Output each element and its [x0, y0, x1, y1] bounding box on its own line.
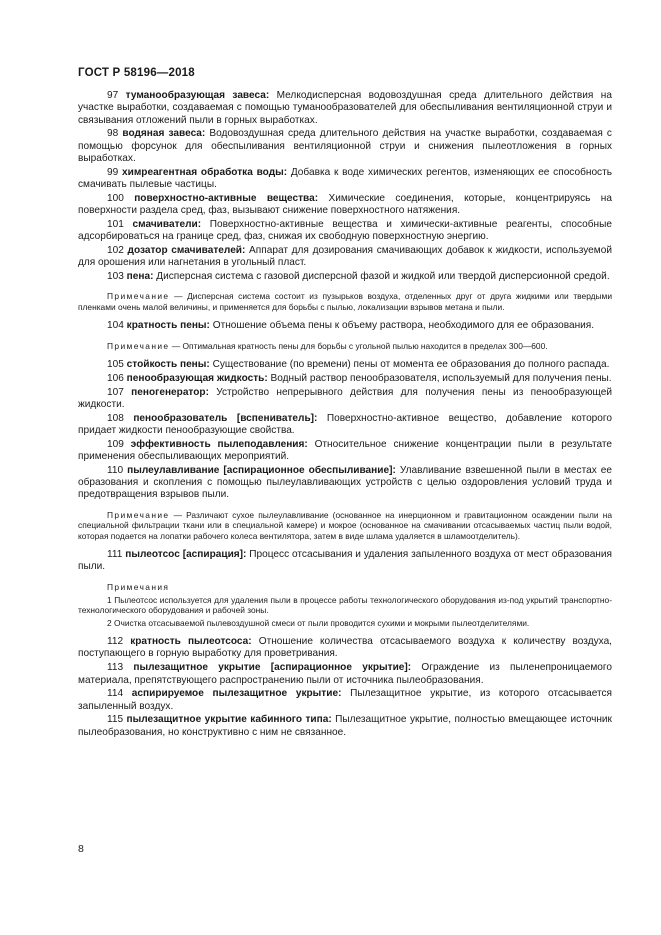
term-name: эффективность пылеподавления:	[130, 438, 308, 450]
term-number: 99	[107, 166, 119, 178]
term-name: пенообразователь [вспениватель]:	[133, 412, 318, 424]
term-name: пылеулавливание [аспирационное обеспыливание]:	[127, 464, 396, 476]
term-definition: Поверхностно-активные вещества и химически-активные реагенты, способные адсорбироваться на границе сред, фаз, снижая их свободную поверхностную энергию.	[78, 218, 612, 243]
term-name: пеногенератор:	[131, 386, 209, 398]
term-definition: Существование (по времени) пены от момента ее образования до полного распада.	[209, 358, 610, 370]
note-label: Примечание	[107, 509, 170, 520]
note-term-104	[78, 341, 612, 351]
term-number: 104	[107, 320, 124, 332]
term-entry-115	[78, 714, 612, 739]
term-entry-104	[78, 320, 612, 332]
term-entry-107	[78, 387, 612, 412]
term-definition: Водовоздушная среда длительного действия на участке выработки, создаваемая с помощью форсунок для обеспыливания вентиляционной струи и снижения пылеотложения в горных выработках.	[78, 128, 612, 164]
term-definition: Ограждение из пыленепроницаемого материала, препятствующего распространению пыли от источника пылеобразования.	[78, 662, 612, 686]
term-definition: Устройство непрерывного действия для получения пены из пенообразующей жидкости.	[78, 386, 612, 410]
term-definition: Мелкодисперсная водовоздушная среда длительного действия на участке выработки, создаваемая с помощью туманообразователей для обеспыливания вентиляционной струи и связывания отложений пыли в горных выработках.	[78, 90, 612, 126]
term-entry-98	[78, 128, 612, 165]
term-definition: Отношение объема пены к объему раствора, необходимого для ее образования.	[209, 320, 595, 332]
term-number: 100	[107, 192, 124, 204]
term-entry-105	[78, 359, 612, 371]
term-entry-114	[78, 688, 612, 713]
term-name: смачиватели:	[132, 218, 202, 230]
term-number: 110	[107, 464, 124, 476]
term-entry-111	[78, 549, 612, 574]
notes-heading-term-111: Примечания	[107, 581, 170, 592]
term-number: 115	[107, 714, 124, 726]
term-definition: Химические соединения, которые, концентрируясь на поверхности раздела сред, фаз, вызывают снижение поверхностного натяжения.	[78, 192, 612, 217]
term-entry-103	[78, 271, 612, 283]
term-definition: Водный раствор пенообразователя, используемый для получения пены.	[267, 372, 612, 384]
term-entry-110	[78, 465, 612, 502]
term-definition: Относительное снижение концентрации пыли в результате применения обеспыливающих мероприятий.	[78, 438, 612, 463]
term-number: 108	[107, 412, 124, 424]
note-text: — Дисперсная система состоит из пузырьков воздуха, отделенных друг от друга жидкими или твердыми пленками очень малой величины, и применяется для борьбы с пылью, локализации взрывов метана и пыли.	[78, 291, 612, 312]
term-name: дозатор смачивателей:	[127, 245, 246, 257]
term-name: пылеотсос [аспирация]:	[125, 548, 247, 560]
page-number: 8	[78, 843, 84, 855]
term-name: водяная завеса:	[122, 128, 206, 140]
term-name: пенообразующая жидкость:	[126, 372, 268, 384]
term-number: 105	[107, 358, 124, 370]
term-definition: Аппарат для дозирования смачивающих добавок к жидкости, используемой для орошения или нагнетания в угольный пласт.	[78, 245, 612, 269]
term-entry-109	[78, 439, 612, 464]
term-number: 114	[107, 688, 124, 700]
document-header: ГОСТ Р 58196—2018	[78, 67, 195, 79]
term-definition: Пылезащитное укрытие, полностью вмещающее источник пылеобразования, но конструктивно с ним не связанное.	[78, 714, 612, 738]
term-name: аспирируемое пылезащитное укрытие:	[131, 688, 342, 700]
term-name: пылезащитное укрытие [аспирационное укрытие]:	[133, 662, 412, 674]
term-number: 103	[107, 271, 124, 283]
term-name: кратность пылеотсоса:	[130, 636, 252, 648]
term-entry-102	[78, 245, 612, 270]
term-name: туманообразующая завеса:	[125, 90, 270, 101]
term-entry-108	[78, 413, 612, 438]
note-term-103	[78, 291, 612, 312]
term-entry-106	[78, 373, 612, 385]
note-text: — Различают сухое пылеулавливание (основанное на инерционном и гравитационном осаждении пыли на специальной фильтрации ткани или в специальной камере) и мокрое (основанное на смачивании отсасываемых частиц пыли водой, которая подается на лопатки рабочего колеса вентилятора, затем в виде шлама удаляется в шламоотделитель).	[78, 509, 612, 541]
term-number: 97	[107, 90, 119, 101]
term-name: поверхностно-активные вещества:	[134, 192, 319, 204]
term-entry-99	[78, 167, 612, 192]
note-item-2: 2 Очистка отсасываемой пылевоздушной смеси от пыли проводится сухими и мокрыми пылеотделителями.	[107, 617, 530, 628]
term-number: 101	[107, 218, 124, 230]
term-number: 109	[107, 438, 124, 450]
term-name: химреагентная обработка воды:	[122, 166, 288, 178]
note-text: — Оптимальная кратность пены для борьбы с угольной пылью находится в пределах 300—600.	[169, 340, 548, 351]
document-body	[78, 90, 612, 741]
term-definition: Пылезащитное укрытие, из которого отсасывается запыленный воздух.	[78, 688, 612, 712]
term-definition: Процесс отсасывания и удаления запыленного воздуха от мест образования пыли.	[78, 548, 612, 573]
term-entry-112	[78, 636, 612, 661]
term-entry-113	[78, 662, 612, 687]
term-number: 98	[107, 128, 119, 140]
term-number: 106	[107, 372, 124, 384]
term-name: стойкость пены:	[126, 358, 210, 370]
note-label: Примечание	[107, 340, 170, 351]
term-definition: Улавливание взвешенной пыли в местах ее образования и скопления с помощью пылеулавливающих устройств с целью оздоровления условий труда и предотвращения взрывов пыли.	[78, 464, 612, 501]
term-entry-101	[78, 219, 612, 244]
term-name: кратность пены:	[126, 320, 210, 332]
term-number: 102	[107, 245, 124, 257]
term-number: 111	[107, 548, 123, 560]
term-definition: Поверхностно-активное вещество, добавление которого придает жидкости пенообразующие свойства.	[78, 412, 612, 436]
term-name: пылезащитное укрытие кабинного типа:	[126, 714, 332, 726]
note-label: Примечание	[107, 291, 170, 302]
term-definition: Дисперсная система с газовой дисперсной фазой и жидкой или твердой дисперсионной средой.	[153, 271, 610, 283]
term-number: 107	[107, 386, 124, 398]
term-definition: Добавка к воде химических регентов, изменяющих ее способность смачивать пылевые частицы.	[78, 166, 612, 191]
term-number: 113	[107, 662, 124, 674]
term-name: пена:	[126, 271, 154, 283]
note-item-1: 1 Пылеотсос используется для удаления пыли в процессе работы технологического оборудования из-под укрытий транспортно-технологического оборудования и рабочей зоны.	[78, 594, 612, 616]
term-entry-97	[78, 90, 612, 127]
term-number: 112	[107, 636, 124, 648]
note-term-110	[78, 510, 612, 541]
term-entry-100	[78, 193, 612, 218]
term-definition: Отношение количества отсасываемого воздуха к количеству воздуха, поступающего в горную выработку для проветривания.	[78, 636, 612, 660]
